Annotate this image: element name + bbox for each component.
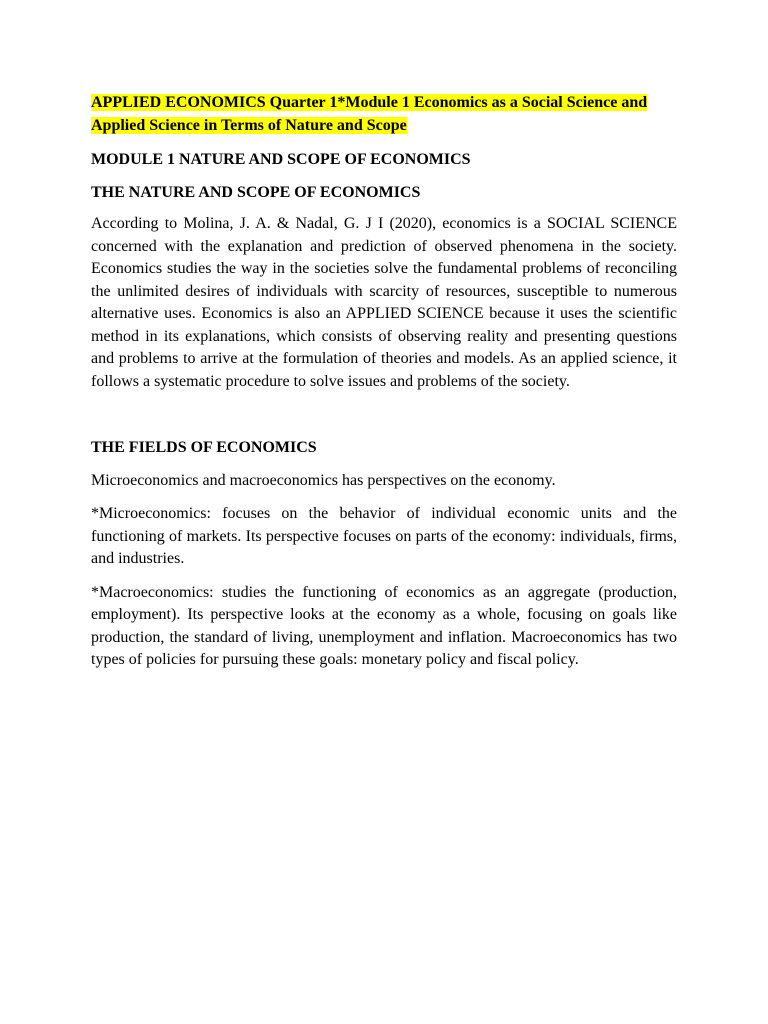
fields-intro-paragraph: Microeconomics and macroeconomics has perspectives on the economy.	[91, 471, 556, 489]
nature-scope-heading: THE NATURE AND SCOPE OF ECONOMICS	[91, 183, 421, 201]
fields-heading: THE FIELDS OF ECONOMICS	[91, 439, 317, 456]
document-page	[91, 92, 677, 672]
highlighted-title-text: APPLIED ECONOMICS Quarter 1*Module 1 Economics as a Social Science and Applied Science in Terms of Nature and Scope	[91, 94, 648, 134]
macroeconomics-paragraph: *Macroeconomics: studies the functioning of economics as an aggregate (production, employment). Its perspective looks at the economy as a whole, focusing on goals like production, the standard of living, unemployment and inflation. Macroeconomics has two types of policies for pursuing these goals: monetary policy and fiscal policy.	[91, 583, 677, 668]
microeconomics-paragraph: *Microeconomics: focuses on the behavior of individual economic units and the functioning of markets. Its perspective focuses on parts of the economy: individuals, firms, and industries.	[91, 505, 677, 567]
module-heading: MODULE 1 NATURE AND SCOPE OF ECONOMICS	[91, 151, 471, 168]
document-title	[91, 92, 677, 137]
nature-scope-paragraph: According to Molina, J. A. & Nadal, G. J I (2020), economics is a SOCIAL SCIENCE concerned with the explanation and prediction of observed phenomena in the society. Economics studies the way in the societies solve the fundamental problems of reconciling the unlimited desires of individuals with scarcity of resources, susceptible to numerous alternative uses. Economics is also an APPLIED SCIENCE because it uses the scientific method in its explanations, which consists of observing reality and presenting questions and problems to arrive at the formulation of theories and models. As an applied science, it follows a systematic procedure to solve issues and problems of the society.	[91, 215, 677, 390]
